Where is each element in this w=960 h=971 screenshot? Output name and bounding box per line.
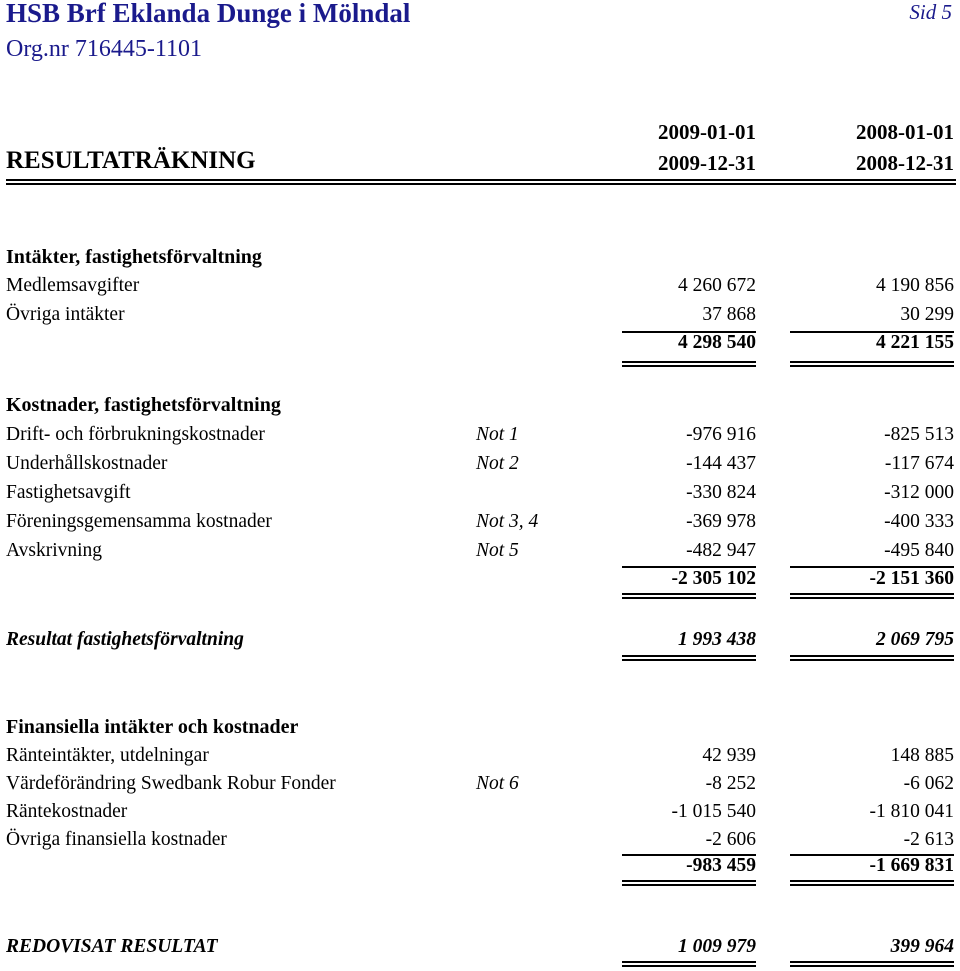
section-heading: Kostnader, fastighetsförvaltning xyxy=(6,394,281,416)
row-value-2009: -8 252 xyxy=(705,773,756,794)
result-label: Resultat fastighetsförvaltning xyxy=(6,629,244,650)
row-label: Räntekostnader xyxy=(6,801,128,822)
row-note: Not 1 xyxy=(476,424,519,445)
col1-from: 2009-01-01 xyxy=(658,120,756,144)
row-label: Underhållskostnader xyxy=(6,453,168,474)
total-double-rule xyxy=(790,655,954,661)
subtotal-2008: 4 221 155 xyxy=(876,332,954,353)
section-heading: Finansiella intäkter och kostnader xyxy=(6,716,299,738)
row-value-2008: -825 513 xyxy=(884,424,954,445)
subtotal-2009: 4 298 540 xyxy=(678,332,756,353)
row-value-2009: -144 437 xyxy=(686,453,756,474)
company-title: HSB Brf Eklanda Dunge i Mölndal xyxy=(6,0,411,28)
total-double-rule xyxy=(622,593,756,599)
row-value-2009: 42 939 xyxy=(702,745,756,766)
page-number: Sid 5 xyxy=(909,0,952,24)
subtotal-2008: -2 151 360 xyxy=(869,568,954,589)
row-label: Ränteintäkter, utdelningar xyxy=(6,745,209,766)
total-double-rule xyxy=(790,961,954,967)
row-value-2009: 4 260 672 xyxy=(678,275,756,296)
row-value-2008: 4 190 856 xyxy=(876,275,954,296)
row-label: Drift- och förbrukningskostnader xyxy=(6,424,265,445)
row-note: Not 6 xyxy=(476,773,519,794)
row-value-2008: -400 333 xyxy=(884,511,954,532)
row-value-2009: -1 015 540 xyxy=(671,801,756,822)
row-label: Övriga intäkter xyxy=(6,304,125,325)
result-2008: 2 069 795 xyxy=(876,629,954,650)
row-value-2008: 30 299 xyxy=(900,304,954,325)
col1-to: 2009-12-31 xyxy=(658,151,756,175)
row-value-2009: 37 868 xyxy=(702,304,756,325)
col2-from: 2008-01-01 xyxy=(856,120,954,144)
row-value-2008: -2 613 xyxy=(903,829,954,850)
final-result-2008: 399 964 xyxy=(890,936,954,957)
total-double-rule xyxy=(622,361,756,367)
row-value-2008: -6 062 xyxy=(903,773,954,794)
row-label: Föreningsgemensamma kostnader xyxy=(6,511,272,532)
total-double-rule xyxy=(790,593,954,599)
total-double-rule xyxy=(622,961,756,967)
row-label: Värdeförändring Swedbank Robur Fonder xyxy=(6,773,336,794)
row-note: Not 3, 4 xyxy=(476,511,539,532)
total-double-rule xyxy=(790,361,954,367)
row-label: Avskrivning xyxy=(6,540,103,561)
row-value-2008: 148 885 xyxy=(890,745,954,766)
subtotal-2009: -983 459 xyxy=(686,855,756,876)
row-note: Not 2 xyxy=(476,453,519,474)
section-heading: Intäkter, fastighetsförvaltning xyxy=(6,246,262,268)
subtotal-2008: -1 669 831 xyxy=(869,855,954,876)
col2-to: 2008-12-31 xyxy=(856,151,954,175)
result-2009: 1 993 438 xyxy=(678,629,756,650)
row-label: Övriga finansiella kostnader xyxy=(6,829,227,850)
row-value-2008: -495 840 xyxy=(884,540,954,561)
row-value-2009: -330 824 xyxy=(686,482,756,503)
row-label: Medlemsavgifter xyxy=(6,275,140,296)
final-result-2009: 1 009 979 xyxy=(678,936,756,957)
subtotal-2009: -2 305 102 xyxy=(671,568,756,589)
total-double-rule xyxy=(622,655,756,661)
header-rule xyxy=(6,179,956,185)
report-title: RESULTATRÄKNING xyxy=(6,147,256,174)
row-value-2008: -1 810 041 xyxy=(869,801,954,822)
row-value-2009: -976 916 xyxy=(686,424,756,445)
row-note: Not 5 xyxy=(476,540,519,561)
row-value-2009: -369 978 xyxy=(686,511,756,532)
final-result-label: REDOVISAT RESULTAT xyxy=(6,936,218,957)
org-number: Org.nr 716445-1101 xyxy=(6,36,202,62)
total-double-rule xyxy=(622,880,756,886)
row-value-2008: -312 000 xyxy=(884,482,954,503)
row-value-2009: -482 947 xyxy=(686,540,756,561)
row-value-2009: -2 606 xyxy=(705,829,756,850)
row-value-2008: -117 674 xyxy=(884,453,954,474)
total-double-rule xyxy=(790,880,954,886)
row-label: Fastighetsavgift xyxy=(6,482,131,503)
